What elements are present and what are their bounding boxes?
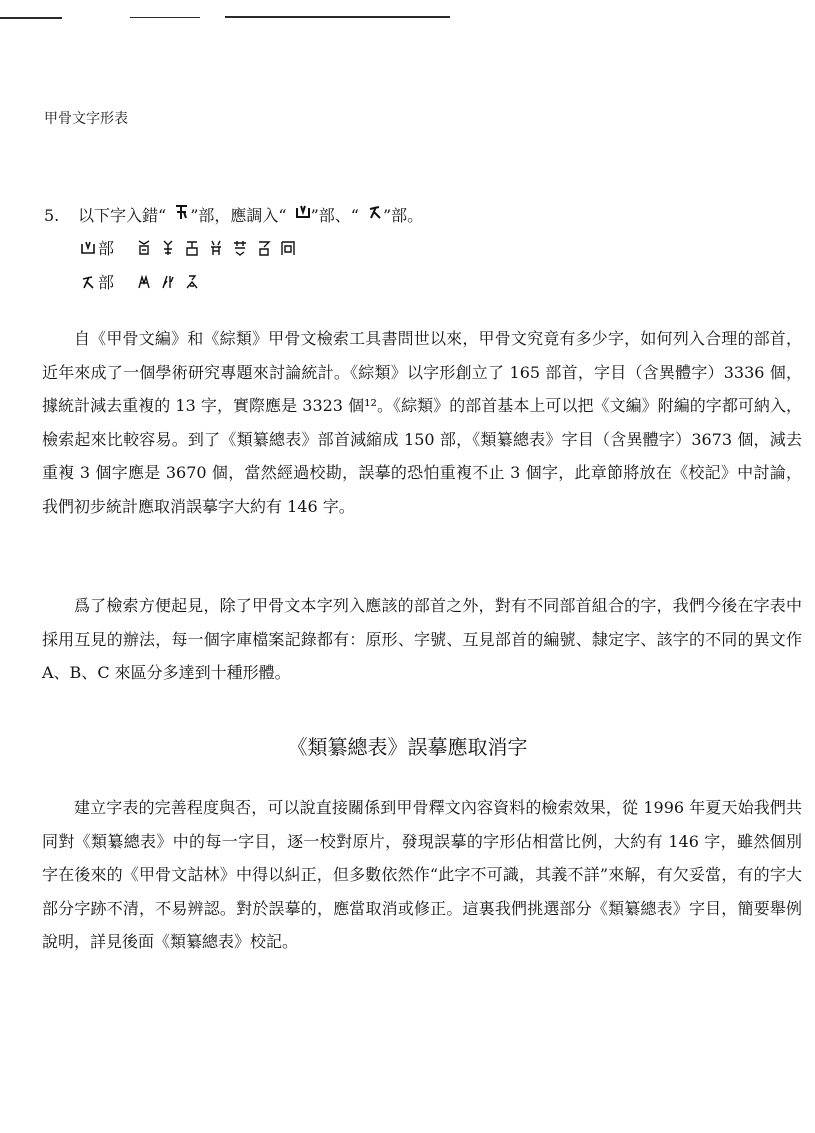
- paragraph-3: 建立字表的完善程度與否，可以說直接關係到甲骨釋文內容資料的檢索效果，從 1996 年夏天始我們共同對《類纂總表》中的每一字目，逐一校對原片，發現誤摹的字形佔相當比例，大約有 146 字，雖然個別字在後來的《甲骨文詁林》中得以糾正，但多數依然作“此字不可識，其義不詳”來解，有欠妥當，有的字大部分字跡不清，不易辨認。對於誤摹的，應當取消或修正。這裏我們挑選部分《類纂總表》字目，簡要舉例說明，詳見後面《類纂總表》校記。: [42, 798, 802, 951]
- page-header: 甲骨文字形表: [44, 111, 128, 127]
- oracle-glyph-icon: [280, 239, 296, 257]
- oracle-glyph-icon: [80, 273, 96, 291]
- oracle-glyph-icon: [184, 273, 200, 291]
- oracle-glyph-icon: [174, 203, 190, 221]
- oracle-glyph-icon: [295, 203, 311, 221]
- oracle-glyph-icon: [256, 239, 272, 257]
- item-number: 5.: [44, 206, 60, 225]
- oracle-glyph-icon: [160, 239, 176, 257]
- scan-edge-line: [130, 17, 200, 18]
- oracle-glyph-icon: [80, 239, 96, 257]
- scan-edge-line: [0, 17, 62, 19]
- paragraph-2: 爲了檢索方便起見，除了甲骨文本字列入應該的部首之外，對有不同部首組合的字，我們今後在字表中採用互見的辦法，每一個字庫檔案記錄都有：原形、字號、互見部首的編號、隸定字、該字的不同的異文作 A、B、C 來區分多達到十種形體。: [42, 596, 802, 682]
- oracle-glyph-icon: [367, 203, 383, 221]
- list-item-5: 5. 以下字入錯“ ”部，應調入“ ”部、“ ”部。: [44, 203, 423, 226]
- oracle-glyph-icon: [208, 239, 224, 257]
- oracle-glyph-icon: [136, 239, 152, 257]
- oracle-glyph-icon: [184, 239, 200, 257]
- radical-row-2: 部: [80, 270, 200, 293]
- paragraph-1: 自《甲骨文編》和《綜類》甲骨文檢索工具書問世以來，甲骨文究竟有多少字，如何列入合理的部首，近年來成了一個學術研究專題來討論統計。《綜類》以字形創立了 165 部首，字目（含異體字）3336 個，據統計減去重複的 13 字，實際應是 3323 個¹²。《綜類》的部首基本上可以把《文編》附編的字都可納入，檢索起來比較容易。到了《類纂總表》部首減縮成 150 部，《類纂總表》字目（含異體字）3673 個，減去重複 3 個字應是 3670 個，當然經過校勘，誤摹的恐怕重複不止 3 個字，此章節將放在《校記》中討論，我們初步統計應取消誤摹字大約有 146 字。: [42, 329, 802, 516]
- oracle-glyph-icon: [136, 273, 152, 291]
- oracle-glyph-icon: [160, 273, 176, 291]
- radical-row-1: 部: [80, 236, 296, 259]
- section-title: 《類纂總表》誤摹應取消字: [287, 735, 528, 759]
- scan-edge-line: [225, 16, 450, 18]
- oracle-glyph-icon: [232, 239, 248, 257]
